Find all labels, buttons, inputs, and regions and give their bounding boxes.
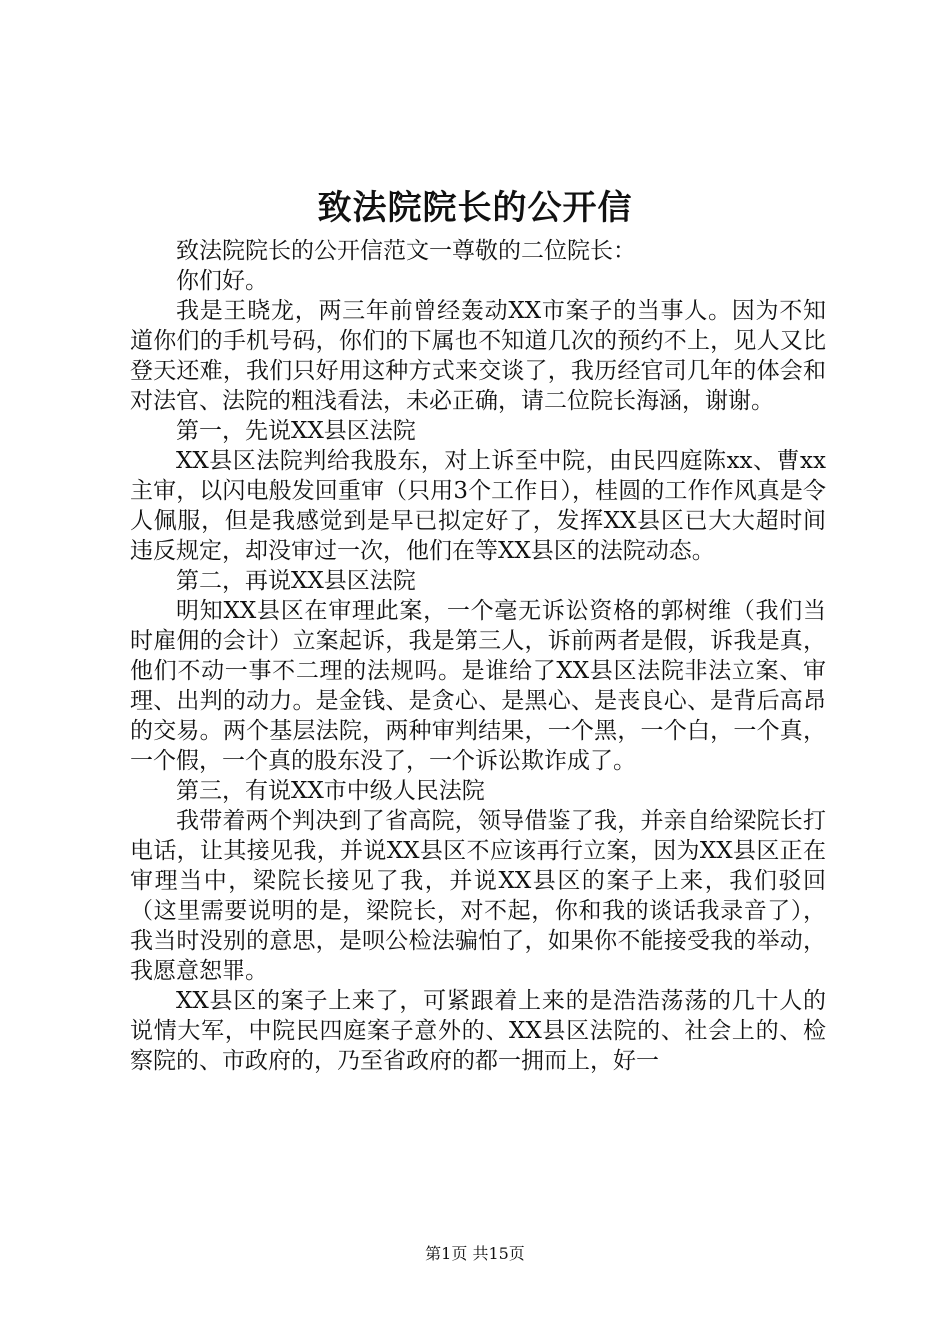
section-heading-second: 第二，再说XX县区法院 — [176, 568, 416, 594]
paragraph-greeting-heading: 致法院院长的公开信范文一尊敬的二位院长： — [176, 238, 636, 264]
paragraph-second-section: 明知XX县区在审理此案，一个毫无诉讼资格的郭树维（我们当时雇佣的会计）立案起诉，我是第三人，诉前两者是假，诉我是真，他们不动一事不二理的法规吗。是谁给了XX县区法院非法立案、审理、出判的动力。是金钱、是贪心、是黑心、是丧良心、是背后高昂的交易。两个基层法院，两种审判结果，一个黑，一个白，一个真，一个假，一个真的股东没了，一个诉讼欺诈成了。 — [130, 598, 826, 774]
paragraph-first-section: XX县区法院判给我股东，对上诉至中院，由民四庭陈xx、曹xx主审，以闪电般发回重审（只用3个工作日），桂圆的工作作风真是令人佩服，但是我感觉到是早已拟定好了，发挥XX县区已大大超时间违反规定，却没审过一次，他们在等XX县区的法院动态。 — [130, 448, 826, 564]
paragraph-continuation: XX县区的案子上来了，可紧跟着上来的是浩浩荡荡的几十人的说情大军，中院民四庭案子意外的、XX县区法院的、社会上的、检察院的、市政府的，乃至省政府的都一拥而上，好一 — [130, 988, 826, 1074]
document-title: 致法院院长的公开信 — [317, 188, 633, 228]
paragraph-third-section: 我带着两个判决到了省高院，领导借鉴了我，并亲自给梁院长打电话，让其接见我，并说XX县区不应该再行立案，因为XX县区正在审理当中，梁院长接见了我，并说XX县区的案子上来，我们驳回（这里需要说明的是，梁院长，对不起，你和我的谈话我录音了），我当时没别的意思，是呗公检法骗怕了，如果你不能接受我的举动，我愿意恕罪。 — [130, 808, 826, 984]
paragraph-greeting: 你们好。 — [176, 268, 268, 294]
section-heading-first: 第一，先说XX县区法院 — [176, 418, 416, 444]
paragraph-introduction: 我是王晓龙，两三年前曾经轰动XX市案子的当事人。因为不知道你们的手机号码，你们的下属也不知道几次的预约不上，见人又比登天还难，我们只好用这种方式来交谈了，我历经官司几年的体会和对法官、法院的粗浅看法，未必正确，请二位院长海涵，谢谢。 — [130, 298, 826, 414]
section-heading-third: 第三，有说XX市中级人民法院 — [176, 778, 485, 804]
document-body — [130, 236, 826, 1076]
page-number-footer: 第1页 共15页 — [425, 1244, 525, 1263]
